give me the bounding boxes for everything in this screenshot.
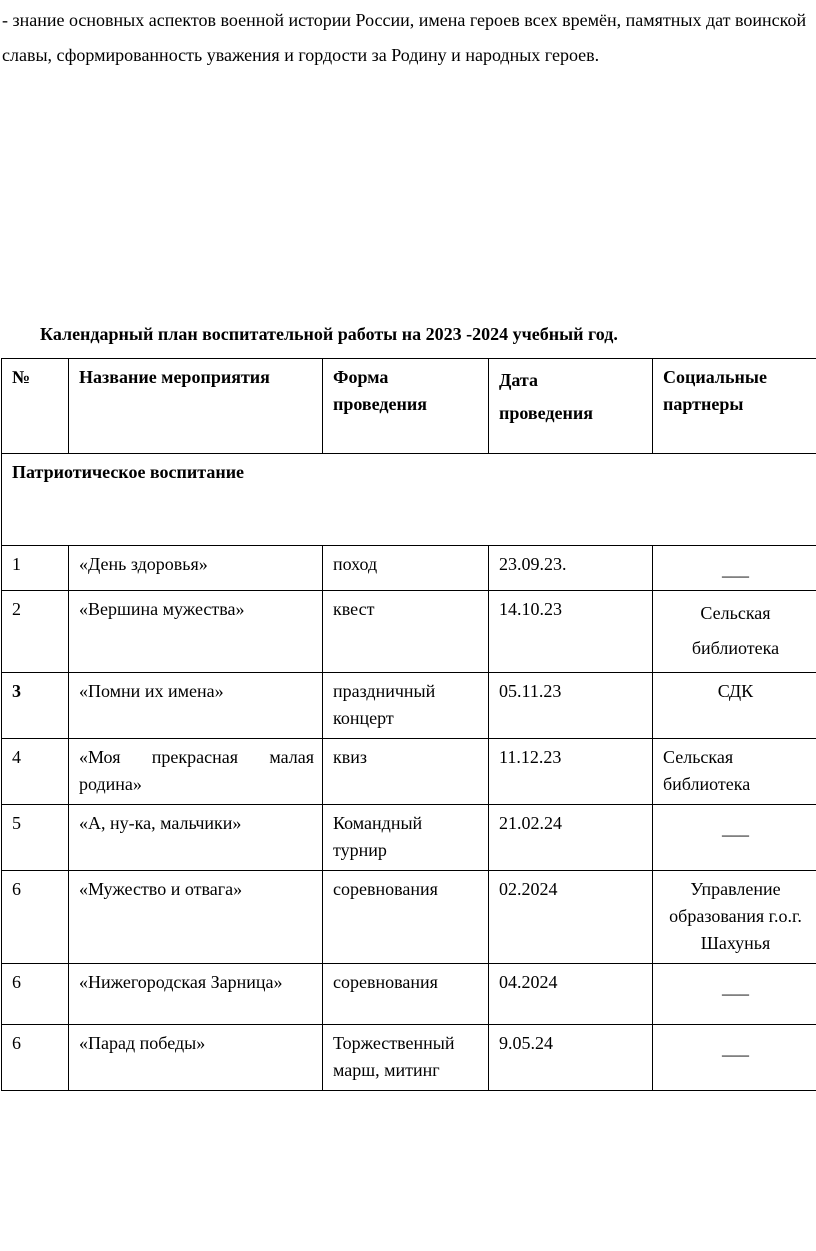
table-header-row (2, 359, 816, 454)
row-form: соревнования (323, 964, 489, 1025)
row-num: 4 (2, 739, 69, 805)
row-partner: СДК (653, 673, 816, 739)
header-partners: Социальные партнеры (653, 359, 816, 454)
row-date: 02.2024 (489, 871, 653, 964)
row-name-line-1: «Моя прекрасная малая (79, 747, 314, 767)
row-date: 23.09.23. (489, 546, 653, 591)
plan-table (1, 358, 816, 1091)
row-name (69, 739, 323, 805)
row-date: 9.05.24 (489, 1025, 653, 1091)
header-date (489, 359, 653, 454)
row-date: 05.11.23 (489, 673, 653, 739)
row-num: 2 (2, 591, 69, 673)
header-name: Название мероприятия (69, 359, 323, 454)
row-partner: ___ (653, 805, 816, 871)
header-form: Форма проведения (323, 359, 489, 454)
row-partner: ___ (653, 546, 816, 591)
row-date: 14.10.23 (489, 591, 653, 673)
row-partner: ___ (653, 964, 816, 1025)
header-date-line-1: Дата (499, 370, 538, 390)
table-row (2, 673, 816, 739)
row-date: 21.02.24 (489, 805, 653, 871)
row-form: Командный турнир (323, 805, 489, 871)
row-name: «Нижегородская Зарница» (69, 964, 323, 1025)
row-name: «Вершина мужества» (69, 591, 323, 673)
row-num: 3 (2, 673, 69, 739)
table-row (2, 964, 816, 1025)
row-num: 1 (2, 546, 69, 591)
row-date: 11.12.23 (489, 739, 653, 805)
row-num: 6 (2, 964, 69, 1025)
table-row (2, 739, 816, 805)
table-row (2, 591, 816, 673)
section-title: Патриотическое воспитание (2, 454, 816, 546)
row-partner-line-1: Сельская (700, 603, 771, 623)
row-num: 5 (2, 805, 69, 871)
row-form: Торжественный марш, митинг (323, 1025, 489, 1091)
intro-paragraph: - знание основных аспектов военной истории России, имена героев всех времён, памятных дат воинской славы, сформированность уважения и гордости за Родину и народных героев. (2, 10, 807, 65)
row-name: «Помни их имена» (69, 673, 323, 739)
row-partner: Сельская библиотека (653, 739, 816, 805)
row-name-line-2: родина» (79, 774, 142, 794)
row-name: «День здоровья» (69, 546, 323, 591)
row-form: квест (323, 591, 489, 673)
row-num: 6 (2, 1025, 69, 1091)
table-row (2, 1025, 816, 1091)
row-partner: ___ (653, 1025, 816, 1091)
row-form: праздничный концерт (323, 673, 489, 739)
plan-title: Календарный план воспитательной работы на 2023 -2024 учебный год. (40, 324, 618, 344)
table-row (2, 805, 816, 871)
row-num: 6 (2, 871, 69, 964)
section-row (2, 454, 816, 546)
header-date-line-2: проведения (499, 403, 593, 423)
row-form: квиз (323, 739, 489, 805)
row-name: «Мужество и отвага» (69, 871, 323, 964)
table-row (2, 546, 816, 591)
row-partner (653, 591, 816, 673)
row-partner: Управление образования г.о.г. Шахунья (653, 871, 816, 964)
row-partner-line-2: библиотека (691, 638, 780, 658)
table-row (2, 871, 816, 964)
header-num: № (2, 359, 69, 454)
row-name: «А, ну-ка, мальчики» (69, 805, 323, 871)
row-name: «Парад победы» (69, 1025, 323, 1091)
row-form: поход (323, 546, 489, 591)
row-date: 04.2024 (489, 964, 653, 1025)
row-form: соревнования (323, 871, 489, 964)
